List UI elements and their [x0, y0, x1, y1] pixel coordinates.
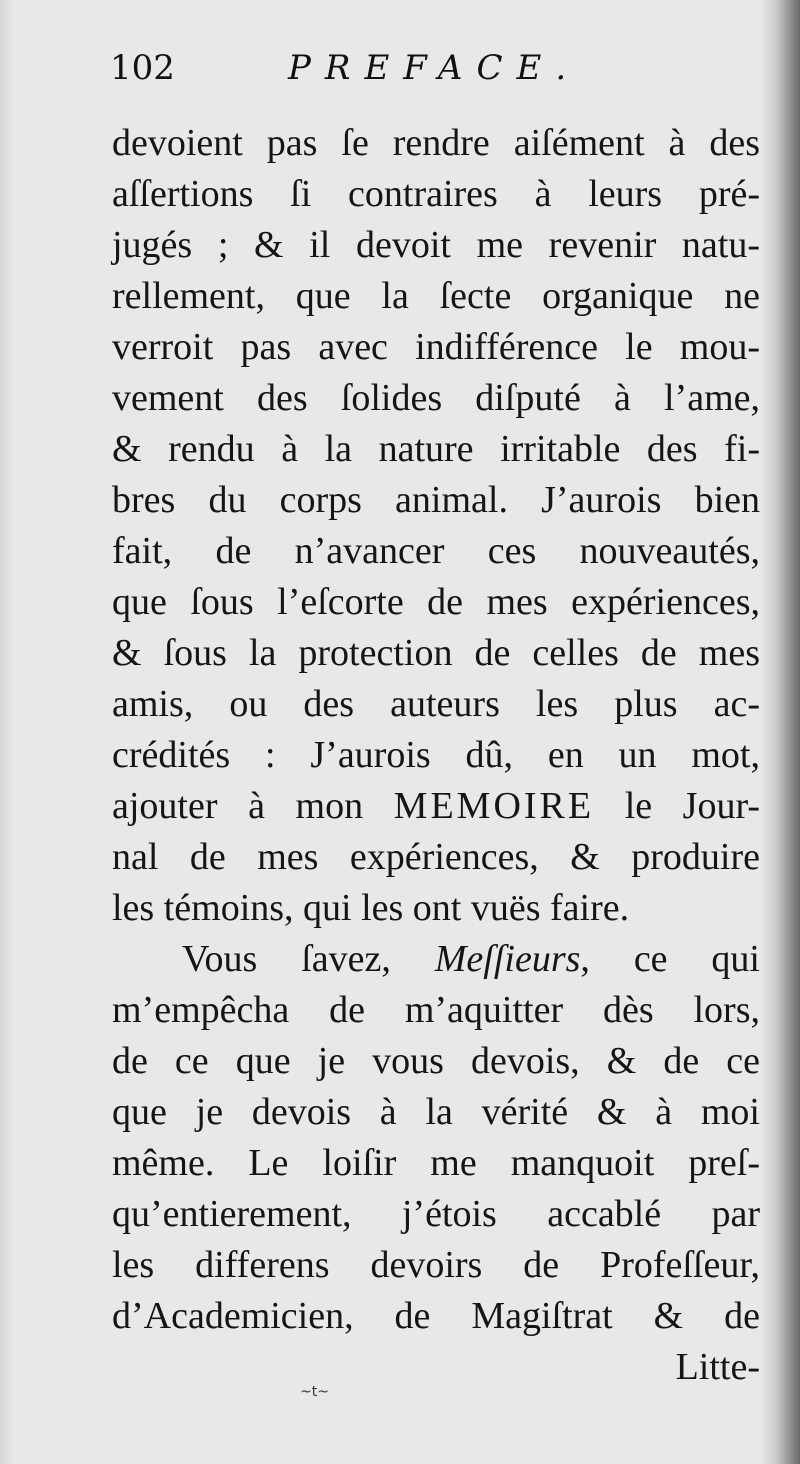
text-line: jugés ; & il devoit me revenir natu- — [112, 224, 760, 266]
text-line: aſſertions ſi contraires à leurs pré- — [112, 173, 760, 215]
text-line: que ſous l’eſcorte de mes expériences, — [112, 581, 760, 623]
ink-smudge: ~t~ — [300, 1384, 329, 1400]
binding-shadow — [760, 0, 800, 1464]
text-fragment: , ce qui — [580, 938, 760, 980]
page-header — [110, 48, 750, 96]
running-head: PREFACE. — [288, 48, 581, 88]
text-line: nal de mes expériences, & produire — [112, 836, 760, 878]
text-line: même. Le loiſir me manquoit preſ- — [112, 1142, 760, 1184]
text-line: crédités : J’aurois dû, en un mot, — [112, 734, 760, 776]
text-line: vement des ſolides diſputé à l’ame, — [112, 377, 760, 419]
text-fragment: Vous ſavez, — [182, 938, 391, 980]
text-line: fait, de n’avancer ces nouveautés, — [112, 530, 760, 572]
messieurs-italic: Meſſieurs — [434, 938, 581, 980]
page-left-edge — [0, 0, 14, 1464]
memoire-small-caps: MEMOIRE — [393, 785, 595, 827]
text-line: devoient pas ſe rendre aiſément à des — [112, 122, 760, 164]
page-body-text — [112, 118, 761, 1400]
page-number: 102 — [110, 48, 175, 88]
text-line-mixed — [112, 781, 760, 832]
text-line: les differens devoirs de Profeſſeur, — [112, 1244, 760, 1286]
text-fragment: le Jour- — [624, 785, 761, 827]
text-line: que je devois à la vérité & à moi — [112, 1091, 760, 1133]
text-line: m’empêcha de m’aquitter dès lors, — [112, 989, 760, 1031]
text-line: & ſous la protection de celles de mes — [112, 632, 760, 674]
text-line: les témoins, qui les ont vuës faire. — [112, 887, 630, 929]
text-line: rellement, que la ſecte organique ne — [112, 275, 760, 317]
text-line: d’Academicien, de Magiſtrat & de — [112, 1295, 760, 1337]
text-fragment: ajouter à mon — [112, 785, 364, 827]
text-line: qu’entierement, j’étois accablé par — [112, 1193, 760, 1235]
text-line: amis, ou des auteurs les plus ac- — [112, 683, 760, 725]
text-line: verroit pas avec indifférence le mou- — [112, 326, 760, 368]
text-line: de ce que je vous devois, & de ce — [112, 1040, 760, 1082]
paragraph-start-line — [112, 934, 760, 985]
text-line: & rendu à la nature irritable des fi- — [112, 428, 760, 470]
catchword: Litte- — [675, 1346, 760, 1388]
text-line: bres du corps animal. J’aurois bien — [112, 479, 760, 521]
